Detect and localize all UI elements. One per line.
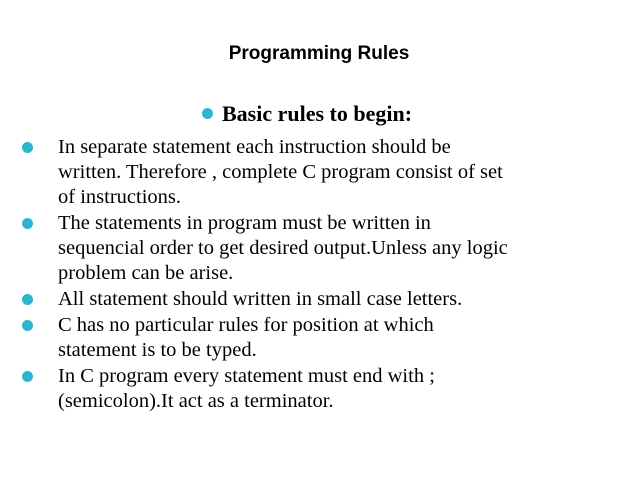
bullet-line: problem can be arise.	[58, 262, 234, 284]
bullet-dot-icon	[22, 371, 33, 382]
bullet-line: C has no particular rules for position at which	[58, 314, 434, 336]
bullet-line: (semicolon).It act as a terminator.	[58, 390, 334, 412]
bullet-item	[14, 364, 630, 414]
bullet-item	[14, 313, 630, 363]
bullet-line: of instructions.	[58, 186, 181, 208]
bullet-list	[14, 135, 630, 415]
bullet-item	[14, 135, 630, 210]
subtitle-text: Basic rules to begin:	[222, 101, 413, 126]
bullet-line: In C program every statement must end with ;	[58, 365, 435, 387]
bullet-dot-icon	[22, 320, 33, 331]
bullet-line: sequencial order to get desired output.Unless any logic	[58, 237, 508, 259]
bullet-dot-icon	[22, 142, 33, 153]
bullet-item	[14, 211, 630, 286]
bullet-line: All statement should written in small case letters.	[58, 288, 463, 310]
bullet-line: In separate statement each instruction should be	[58, 136, 451, 158]
bullet-dot-icon	[202, 108, 213, 119]
bullet-item	[14, 287, 630, 312]
slide-title: Programming Rules	[228, 43, 410, 64]
slide-subtitle	[202, 100, 412, 128]
bullet-line: statement is to be typed.	[58, 339, 257, 361]
bullet-dot-icon	[22, 218, 33, 229]
bullet-dot-icon	[22, 294, 33, 305]
bullet-line: The statements in program must be written in	[58, 212, 431, 234]
bullet-line: written. Therefore , complete C program consist of set	[58, 161, 503, 183]
